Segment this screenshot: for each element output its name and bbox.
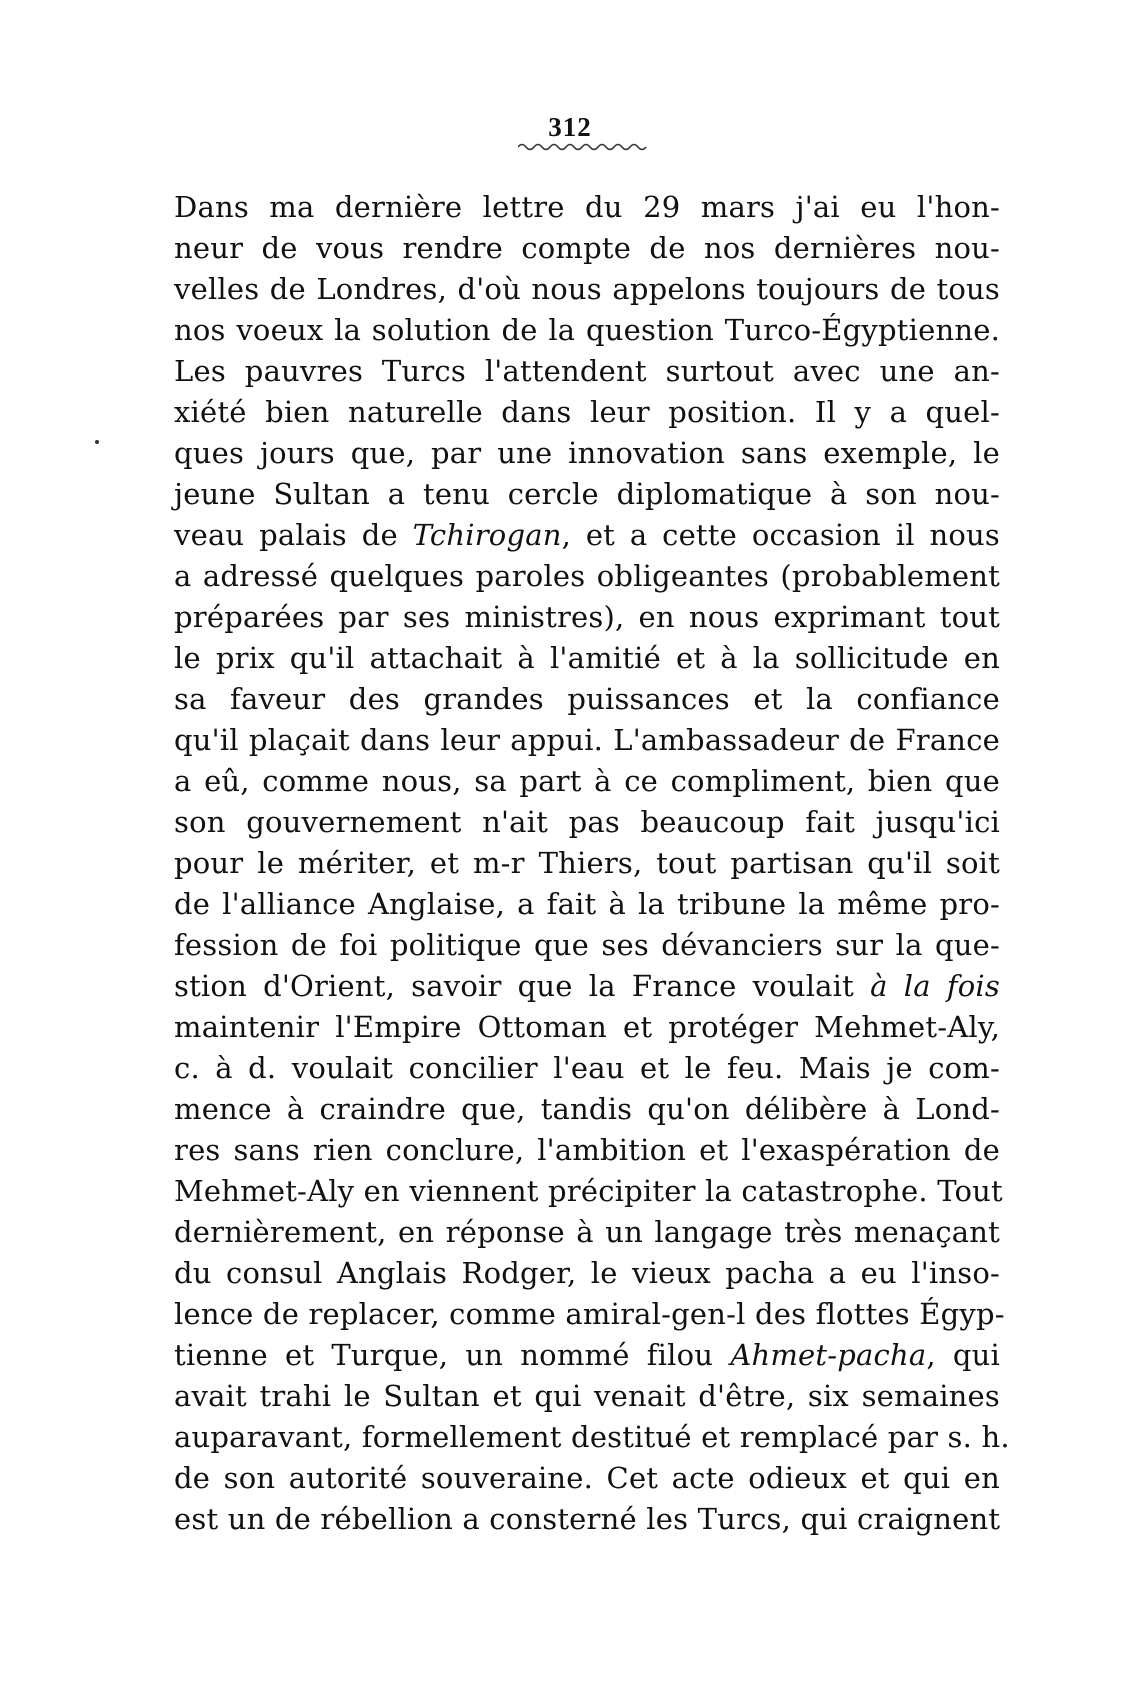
- text-line: [174, 925, 1000, 966]
- text-segment: de son autorité souveraine. Cet acte odieux et qui en: [174, 1461, 1000, 1495]
- text-segment: sa faveur des grandes puissances et la confiance: [174, 682, 1000, 716]
- stray-mark: [95, 440, 99, 444]
- body-text: [174, 187, 1010, 1540]
- text-line: [174, 1294, 1005, 1335]
- ornament-divider: [518, 140, 648, 154]
- text-segment: pour le mériter, et m-r Thiers, tout partisan qu'il soit: [174, 846, 1000, 880]
- text-segment: dernièrement, en réponse à un langage très menaçant: [174, 1215, 1000, 1249]
- text-line: [174, 638, 1000, 679]
- text-segment: qu'il plaçait dans leur appui. L'ambassadeur de France: [174, 723, 1000, 757]
- text-line: [174, 474, 1000, 515]
- text-segment: le prix qu'il attachait à l'amitié et à la sollicitude en: [174, 641, 1000, 675]
- text-line: [174, 761, 1000, 802]
- text-segment: auparavant, formellement destitué et remplacé par s. h.: [174, 1420, 1010, 1454]
- text-line: [174, 269, 1000, 310]
- text-segment: avait trahi le Sultan et qui venait d'être, six semaines: [174, 1379, 1000, 1413]
- text-line: [174, 679, 1000, 720]
- text-line: [174, 1212, 1000, 1253]
- text-segment: de l'alliance Anglaise, a fait à la tribune la même pro-: [174, 887, 1000, 921]
- text-line: [174, 1130, 1000, 1171]
- text-line: [174, 884, 1000, 925]
- text-segment: velles de Londres, d'où nous appelons toujours de tous: [174, 272, 1000, 306]
- text-line: [174, 1007, 1000, 1048]
- text-line: [174, 1499, 1000, 1540]
- text-line: [174, 1089, 1000, 1130]
- text-line: [174, 1417, 1010, 1458]
- text-segment: a adressé quelques paroles obligeantes (probablement: [174, 559, 1000, 593]
- text-segment: tienne et Turque, un nommé filou: [174, 1338, 731, 1372]
- text-line: [174, 433, 1000, 474]
- text-segment: est un de rébellion a consterné les Turcs, qui craignent: [174, 1502, 1001, 1536]
- text-line: [174, 1048, 1000, 1089]
- text-line: [174, 1458, 1000, 1499]
- text-segment: stion d'Orient, savoir que la France voulait: [174, 969, 871, 1003]
- text-segment: maintenir l'Empire Ottoman et protéger Mehmet-Aly,: [174, 1010, 1000, 1044]
- text-segment: res sans rien conclure, l'ambition et l'exaspération de: [174, 1133, 1000, 1167]
- text-segment: neur de vous rendre compte de nos dernières nou-: [174, 231, 1000, 265]
- text-line: [174, 228, 1000, 269]
- text-segment: , qui: [926, 1338, 1000, 1372]
- text-segment: a eû, comme nous, sa part à ce compliment, bien que: [174, 764, 1000, 798]
- text-line: [174, 392, 1000, 433]
- text-segment: , et a cette occasion il nous: [561, 518, 1000, 552]
- text-line: [174, 556, 1000, 597]
- text-line: [174, 1335, 1000, 1376]
- text-line: [174, 351, 1000, 392]
- text-segment: c. à d. voulait concilier l'eau et le feu. Mais je com-: [174, 1051, 1000, 1085]
- text-line: [174, 597, 1000, 638]
- text-segment: préparées par ses ministres), en nous exprimant tout: [174, 600, 1000, 634]
- text-segment: lence de replacer, comme amiral-gen-l des flottes Égyp-: [174, 1297, 1005, 1331]
- text-line: [174, 1253, 1000, 1294]
- text-segment: Mehmet-Aly en viennent précipiter la catastrophe. Tout: [174, 1174, 1003, 1208]
- page-number: 312: [548, 112, 592, 142]
- italic-segment: Ahmet-pacha: [730, 1338, 927, 1372]
- text-segment: fession de foi politique que ses dévanciers sur la que-: [174, 928, 1000, 962]
- text-segment: xiété bien naturelle dans leur position. Il y a quel-: [174, 395, 1000, 429]
- text-segment: du consul Anglais Rodger, le vieux pacha a eu l'inso-: [174, 1256, 1000, 1290]
- text-line: [174, 966, 1000, 1007]
- text-segment: Les pauvres Turcs l'attendent surtout avec une an-: [174, 354, 1000, 388]
- text-segment: ques jours que, par une innovation sans exemple, le: [174, 436, 1000, 470]
- text-segment: veau palais de: [174, 518, 413, 552]
- text-line: [174, 515, 1000, 556]
- text-segment: jeune Sultan a tenu cercle diplomatique à son nou-: [174, 477, 1000, 511]
- text-line: [174, 187, 1000, 228]
- italic-segment: Tchirogan: [412, 518, 562, 552]
- text-segment: nos voeux la solution de la question Turco-Égyptienne.: [174, 313, 1000, 347]
- text-line: [174, 1376, 1000, 1417]
- text-segment: Dans ma dernière lettre du 29 mars j'ai eu l'hon-: [174, 190, 1000, 224]
- text-segment: son gouvernement n'ait pas beaucoup fait jusqu'ici: [174, 805, 1000, 839]
- text-line: [174, 720, 1000, 761]
- text-line: [174, 310, 1000, 351]
- text-line: [174, 802, 1000, 843]
- text-line: [174, 1171, 1003, 1212]
- text-segment: mence à craindre que, tandis qu'on délibère à Lond-: [174, 1092, 1000, 1126]
- text-line: [174, 843, 1000, 884]
- italic-segment: à la fois: [870, 969, 1000, 1003]
